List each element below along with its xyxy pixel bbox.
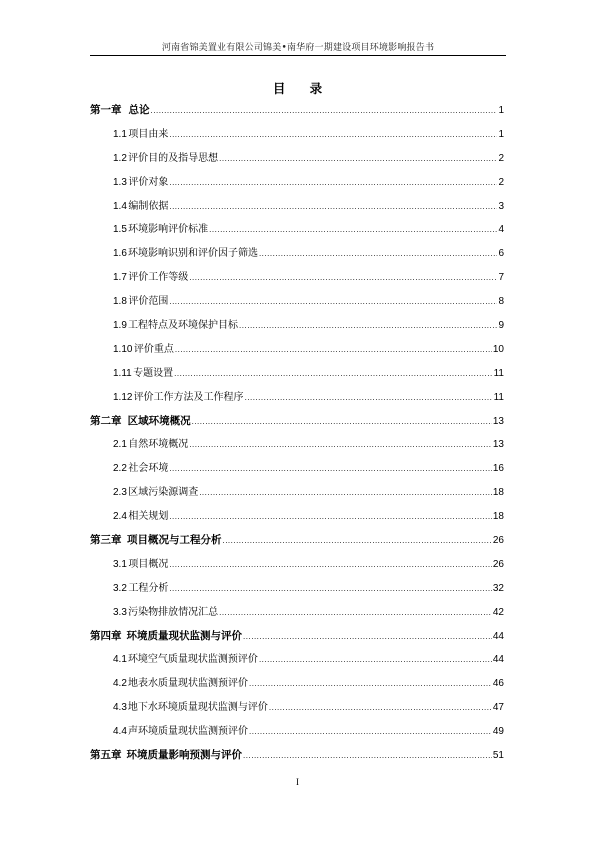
toc-entry-title: 评价范围: [128, 296, 169, 308]
toc-entry-title: 评价工作等级: [128, 272, 189, 284]
toc-entry-title: 声环境质量现状监测预评价: [127, 726, 248, 738]
toc-section-entry[interactable]: [90, 386, 504, 410]
toc-dot-leader: [269, 696, 492, 720]
toc-title: 目 录: [272, 81, 333, 96]
toc-entry-page: 18: [492, 487, 504, 499]
toc-section-entry[interactable]: [90, 218, 504, 242]
toc-entry-title: 项目概况: [128, 558, 169, 570]
toc-entry-page: 32: [492, 582, 504, 594]
toc-entry-title: 社会环境: [128, 463, 169, 475]
toc-dot-leader: [169, 290, 497, 314]
toc-chapter-entry[interactable]: [90, 529, 504, 553]
toc-entry-page: 9: [498, 320, 504, 332]
toc-entry-number: 3.1: [113, 558, 127, 570]
toc-entry-title: 地下水环境质量现状监测与评价: [127, 702, 268, 714]
toc-section-entry[interactable]: [90, 601, 504, 625]
toc-dot-leader: [219, 147, 497, 171]
toc-entry-page: 13: [492, 415, 504, 427]
toc-dot-leader: [169, 553, 492, 577]
toc-entry-number: 2.3: [113, 487, 127, 499]
toc-entry-page: 26: [492, 535, 504, 547]
toc-section-entry[interactable]: [90, 720, 504, 744]
toc-entry-number: 1.6: [113, 248, 127, 260]
toc-entry-number: 1.1: [113, 128, 127, 140]
toc-entry-title: 地表水质量现状监测预评价: [127, 678, 248, 690]
toc-entry-title: 专题设置: [133, 367, 174, 379]
toc-entry-title: 工程特点及环境保护目标: [128, 320, 239, 332]
toc-section-entry[interactable]: [90, 338, 504, 362]
toc-entry-title: 自然环境概况: [128, 439, 189, 451]
toc-entry-title: 相关规划: [128, 511, 169, 523]
toc-entry-title: 区域污染源调查: [128, 487, 199, 499]
toc-entry-page: 46: [492, 678, 504, 690]
toc-section-entry[interactable]: [90, 195, 504, 219]
toc-entry-number: 3.2: [113, 582, 127, 594]
toc-entry-page: 26: [492, 558, 504, 570]
toc-entry-page: 13: [492, 439, 504, 451]
toc-entry-title: 项目概况与工程分析: [126, 534, 222, 547]
toc-entry-title: 评价对象: [128, 176, 169, 188]
toc-entry-number: 第三章: [90, 534, 122, 547]
toc-section-entry[interactable]: [90, 123, 504, 147]
toc-entry-number: 4.2: [113, 678, 127, 690]
toc-dot-leader: [239, 314, 497, 338]
toc-entry-page: 10: [492, 343, 504, 355]
toc-entry-page: 3: [498, 200, 504, 212]
toc-entry-page: 2: [498, 176, 504, 188]
toc-dot-leader: [243, 744, 492, 768]
toc-dot-leader: [169, 195, 497, 219]
toc-dot-leader: [199, 481, 492, 505]
toc-entry-number: 1.3: [113, 176, 127, 188]
toc-entry-page: 42: [492, 606, 504, 618]
toc-entry-number: 第一章: [90, 104, 122, 116]
toc-entry-page: 2: [498, 152, 504, 164]
toc-entry-title: 污染物排放情况汇总: [128, 606, 219, 618]
toc-entry-number: 4.1: [113, 654, 127, 666]
toc-dot-leader: [243, 625, 492, 649]
toc-section-entry[interactable]: [90, 696, 504, 720]
toc-entry-title: 区域环境概况: [127, 414, 191, 427]
toc-chapter-entry[interactable]: [90, 99, 504, 123]
toc-entry-number: 3.3: [113, 606, 127, 618]
toc-chapter-entry[interactable]: [90, 625, 504, 649]
toc-entry-number: 1.11: [113, 367, 132, 379]
toc-section-entry[interactable]: [90, 362, 504, 386]
toc-dot-leader: [189, 266, 497, 290]
toc-entry-title: 评价重点: [133, 343, 174, 355]
toc-entry-number: 1.12: [113, 391, 133, 403]
toc-section-entry[interactable]: [90, 147, 504, 171]
toc-section-entry[interactable]: [90, 290, 504, 314]
toc-entry-page: 47: [492, 702, 504, 714]
toc-entry-title: 环境影响评价标准: [128, 224, 209, 236]
toc-section-entry[interactable]: [90, 505, 504, 529]
toc-entry-number: 第四章: [90, 629, 122, 642]
footer-page-number: I: [296, 777, 299, 787]
toc-chapter-entry[interactable]: [90, 410, 504, 434]
toc-entry-page: 11: [493, 391, 504, 403]
toc-entry-page: 8: [498, 296, 504, 308]
toc-entry-number: 4.4: [113, 726, 127, 738]
toc-dot-leader: [169, 171, 497, 195]
toc-entry-page: 18: [492, 511, 504, 523]
toc-section-entry[interactable]: [90, 266, 504, 290]
toc-section-entry[interactable]: [90, 672, 504, 696]
toc-entry-number: 1.2: [113, 152, 127, 164]
toc-entry-page: 49: [492, 726, 504, 738]
toc-entry-title: 环境质量影响预测与评价: [126, 749, 243, 762]
toc-entry-page: 1: [498, 128, 504, 140]
toc-entry-title: 环境空气质量现状监测预评价: [127, 654, 258, 666]
toc-dot-leader: [259, 648, 492, 672]
toc-entry-page: 4: [498, 224, 504, 236]
toc-section-entry[interactable]: [90, 433, 504, 457]
toc-entry-page: 6: [498, 248, 504, 260]
toc-dot-leader: [249, 720, 492, 744]
toc-section-entry[interactable]: [90, 457, 504, 481]
toc-entry-page: 1: [498, 105, 504, 116]
toc-entry-number: 1.10: [113, 343, 133, 355]
toc-entry-page: 44: [492, 654, 504, 666]
toc-entry-page: 44: [492, 630, 504, 642]
toc-dot-leader: [259, 242, 497, 266]
toc-dot-leader: [219, 601, 492, 625]
toc-dot-leader: [175, 338, 492, 362]
table-of-contents: [90, 99, 504, 768]
toc-section-entry[interactable]: [90, 577, 504, 601]
toc-entry-title: 总论: [128, 104, 150, 116]
toc-dot-leader: [169, 577, 492, 601]
toc-entry-number: 第五章: [90, 749, 122, 762]
toc-entry-number: 第二章: [90, 414, 122, 427]
toc-entry-number: 4.3: [113, 702, 127, 714]
toc-dot-leader: [209, 218, 497, 242]
toc-entry-number: 1.7: [113, 272, 127, 284]
toc-entry-title: 评价工作方法及工作程序: [133, 391, 244, 403]
toc-dot-leader: [222, 529, 491, 553]
toc-entry-number: 2.4: [113, 511, 127, 523]
toc-entry-page: 16: [492, 463, 504, 475]
toc-entry-number: 1.5: [113, 224, 127, 236]
toc-entry-page: 11: [493, 367, 504, 379]
toc-dot-leader: [192, 410, 492, 434]
toc-dot-leader: [174, 362, 492, 386]
toc-dot-leader: [169, 457, 492, 481]
toc-entry-title: 项目由来: [128, 128, 169, 140]
toc-section-entry[interactable]: [90, 314, 504, 338]
toc-dot-leader: [249, 672, 492, 696]
toc-entry-number: 1.4: [113, 200, 127, 212]
toc-entry-title: 工程分析: [128, 582, 169, 594]
toc-entry-title: 编制依据: [128, 200, 169, 212]
toc-section-entry[interactable]: [90, 553, 504, 577]
toc-entry-number: 2.1: [113, 439, 127, 451]
toc-entry-title: 环境质量现状监测与评价: [126, 629, 243, 642]
toc-entry-page: 51: [492, 750, 504, 762]
toc-section-entry[interactable]: [90, 171, 504, 195]
toc-dot-leader: [151, 99, 498, 123]
toc-dot-leader: [189, 433, 492, 457]
toc-entry-number: 2.2: [113, 463, 127, 475]
toc-entry-title: 评价目的及指导思想: [128, 152, 219, 164]
toc-entry-page: 7: [498, 272, 504, 284]
toc-section-entry[interactable]: [90, 481, 504, 505]
toc-dot-leader: [169, 505, 492, 529]
toc-chapter-entry[interactable]: [90, 744, 504, 768]
header-rule: [90, 55, 506, 56]
toc-entry-number: 1.9: [113, 320, 127, 332]
running-header: 河南省锦美置业有限公司锦美•南华府一期建设项目环境影响报告书: [161, 43, 435, 53]
toc-entry-title: 环境影响识别和评价因子筛选: [127, 248, 258, 260]
toc-section-entry[interactable]: [90, 242, 504, 266]
toc-dot-leader: [169, 123, 497, 147]
toc-dot-leader: [245, 386, 493, 410]
toc-section-entry[interactable]: [90, 648, 504, 672]
toc-entry-number: 1.8: [113, 296, 127, 308]
